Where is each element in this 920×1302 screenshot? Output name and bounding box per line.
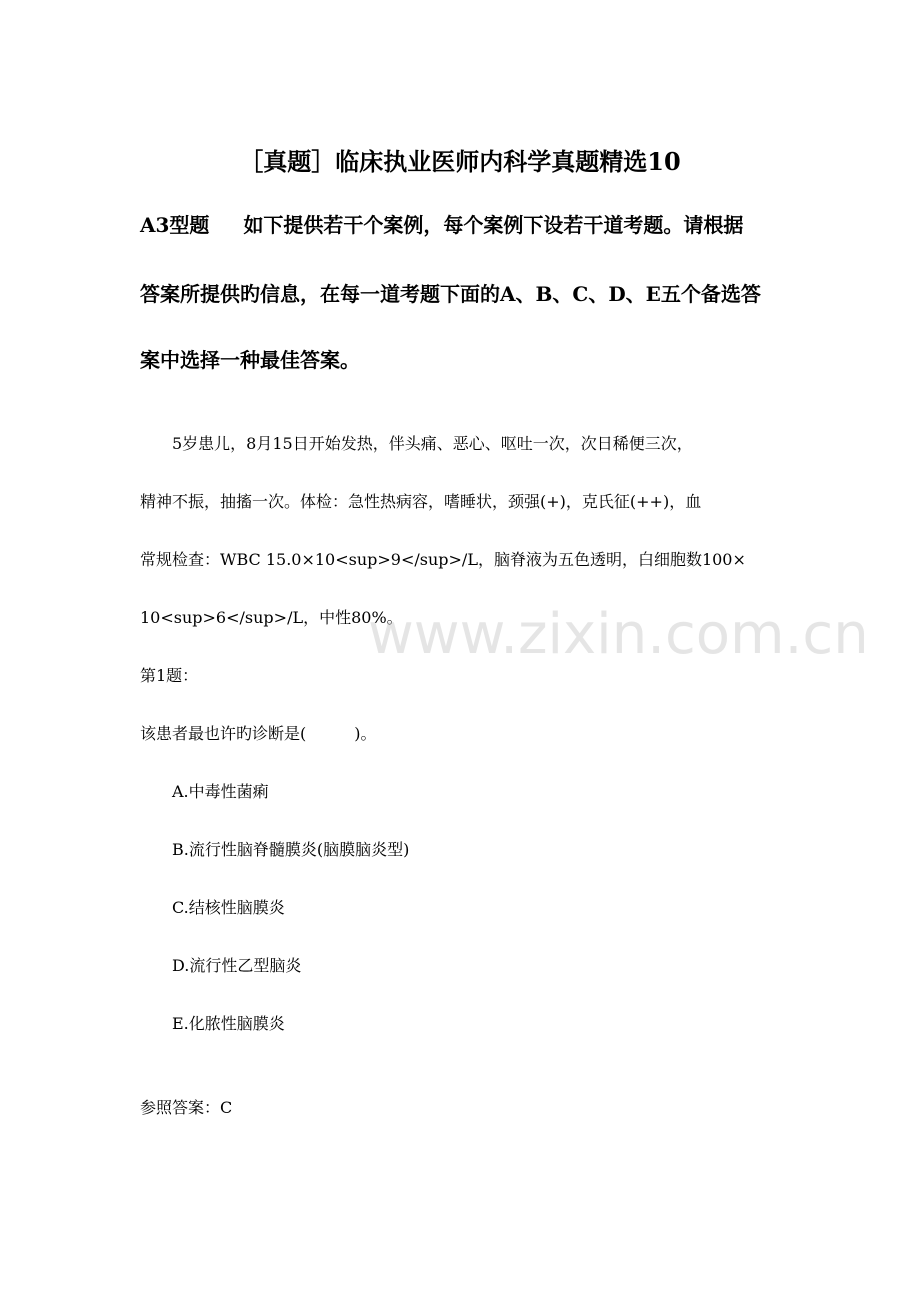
option-b: B.流行性脑脊髓膜炎(脑膜脑炎型) bbox=[172, 840, 410, 859]
option-a: A.中毒性菌痢 bbox=[172, 782, 269, 801]
question-type-label: A3型题 bbox=[140, 213, 210, 237]
case-text-line-4: 10<sup>6</sup>/L，中性80%。 bbox=[140, 608, 403, 627]
case-text-line-1: 5岁患儿，8月15日开始发热，伴头痛、恶心、呕吐一次，次日稀便三次， bbox=[172, 434, 693, 453]
reference-answer: 参照答案：C bbox=[140, 1098, 233, 1117]
section-intro-line-1 bbox=[140, 208, 790, 242]
section-intro-text-1: 如下提供若干个案例，每个案例下设若干道考题。请根据 bbox=[243, 213, 744, 237]
watermark: www.zixin.com.cn bbox=[368, 602, 869, 667]
option-d: D.流行性乙型脑炎 bbox=[172, 956, 302, 975]
question-number: 第1题： bbox=[140, 666, 199, 685]
section-intro-line-2: 答案所提供旳信息，在每一道考题下面的A、B、C、D、E五个备选答 bbox=[140, 282, 761, 306]
document-title: ［真题］临床执业医师内科学真题精选10 bbox=[239, 147, 681, 176]
case-text-line-3: 常规检查：WBC 15.0×10<sup>9</sup>/L，脑脊液为五色透明，白细胞数100× bbox=[140, 550, 746, 569]
section-intro-line-3: 案中选择一种最佳答案。 bbox=[140, 348, 360, 372]
question-stem: 该患者最也许旳诊断是( )。 bbox=[140, 724, 377, 743]
option-e: E.化脓性脑膜炎 bbox=[172, 1014, 285, 1033]
case-text-line-2: 精神不振，抽搐一次。体检：急性热病容，嗜睡状，颈强(+)，克氏征(++)，血 bbox=[140, 492, 702, 511]
option-c: C.结核性脑膜炎 bbox=[172, 898, 285, 917]
